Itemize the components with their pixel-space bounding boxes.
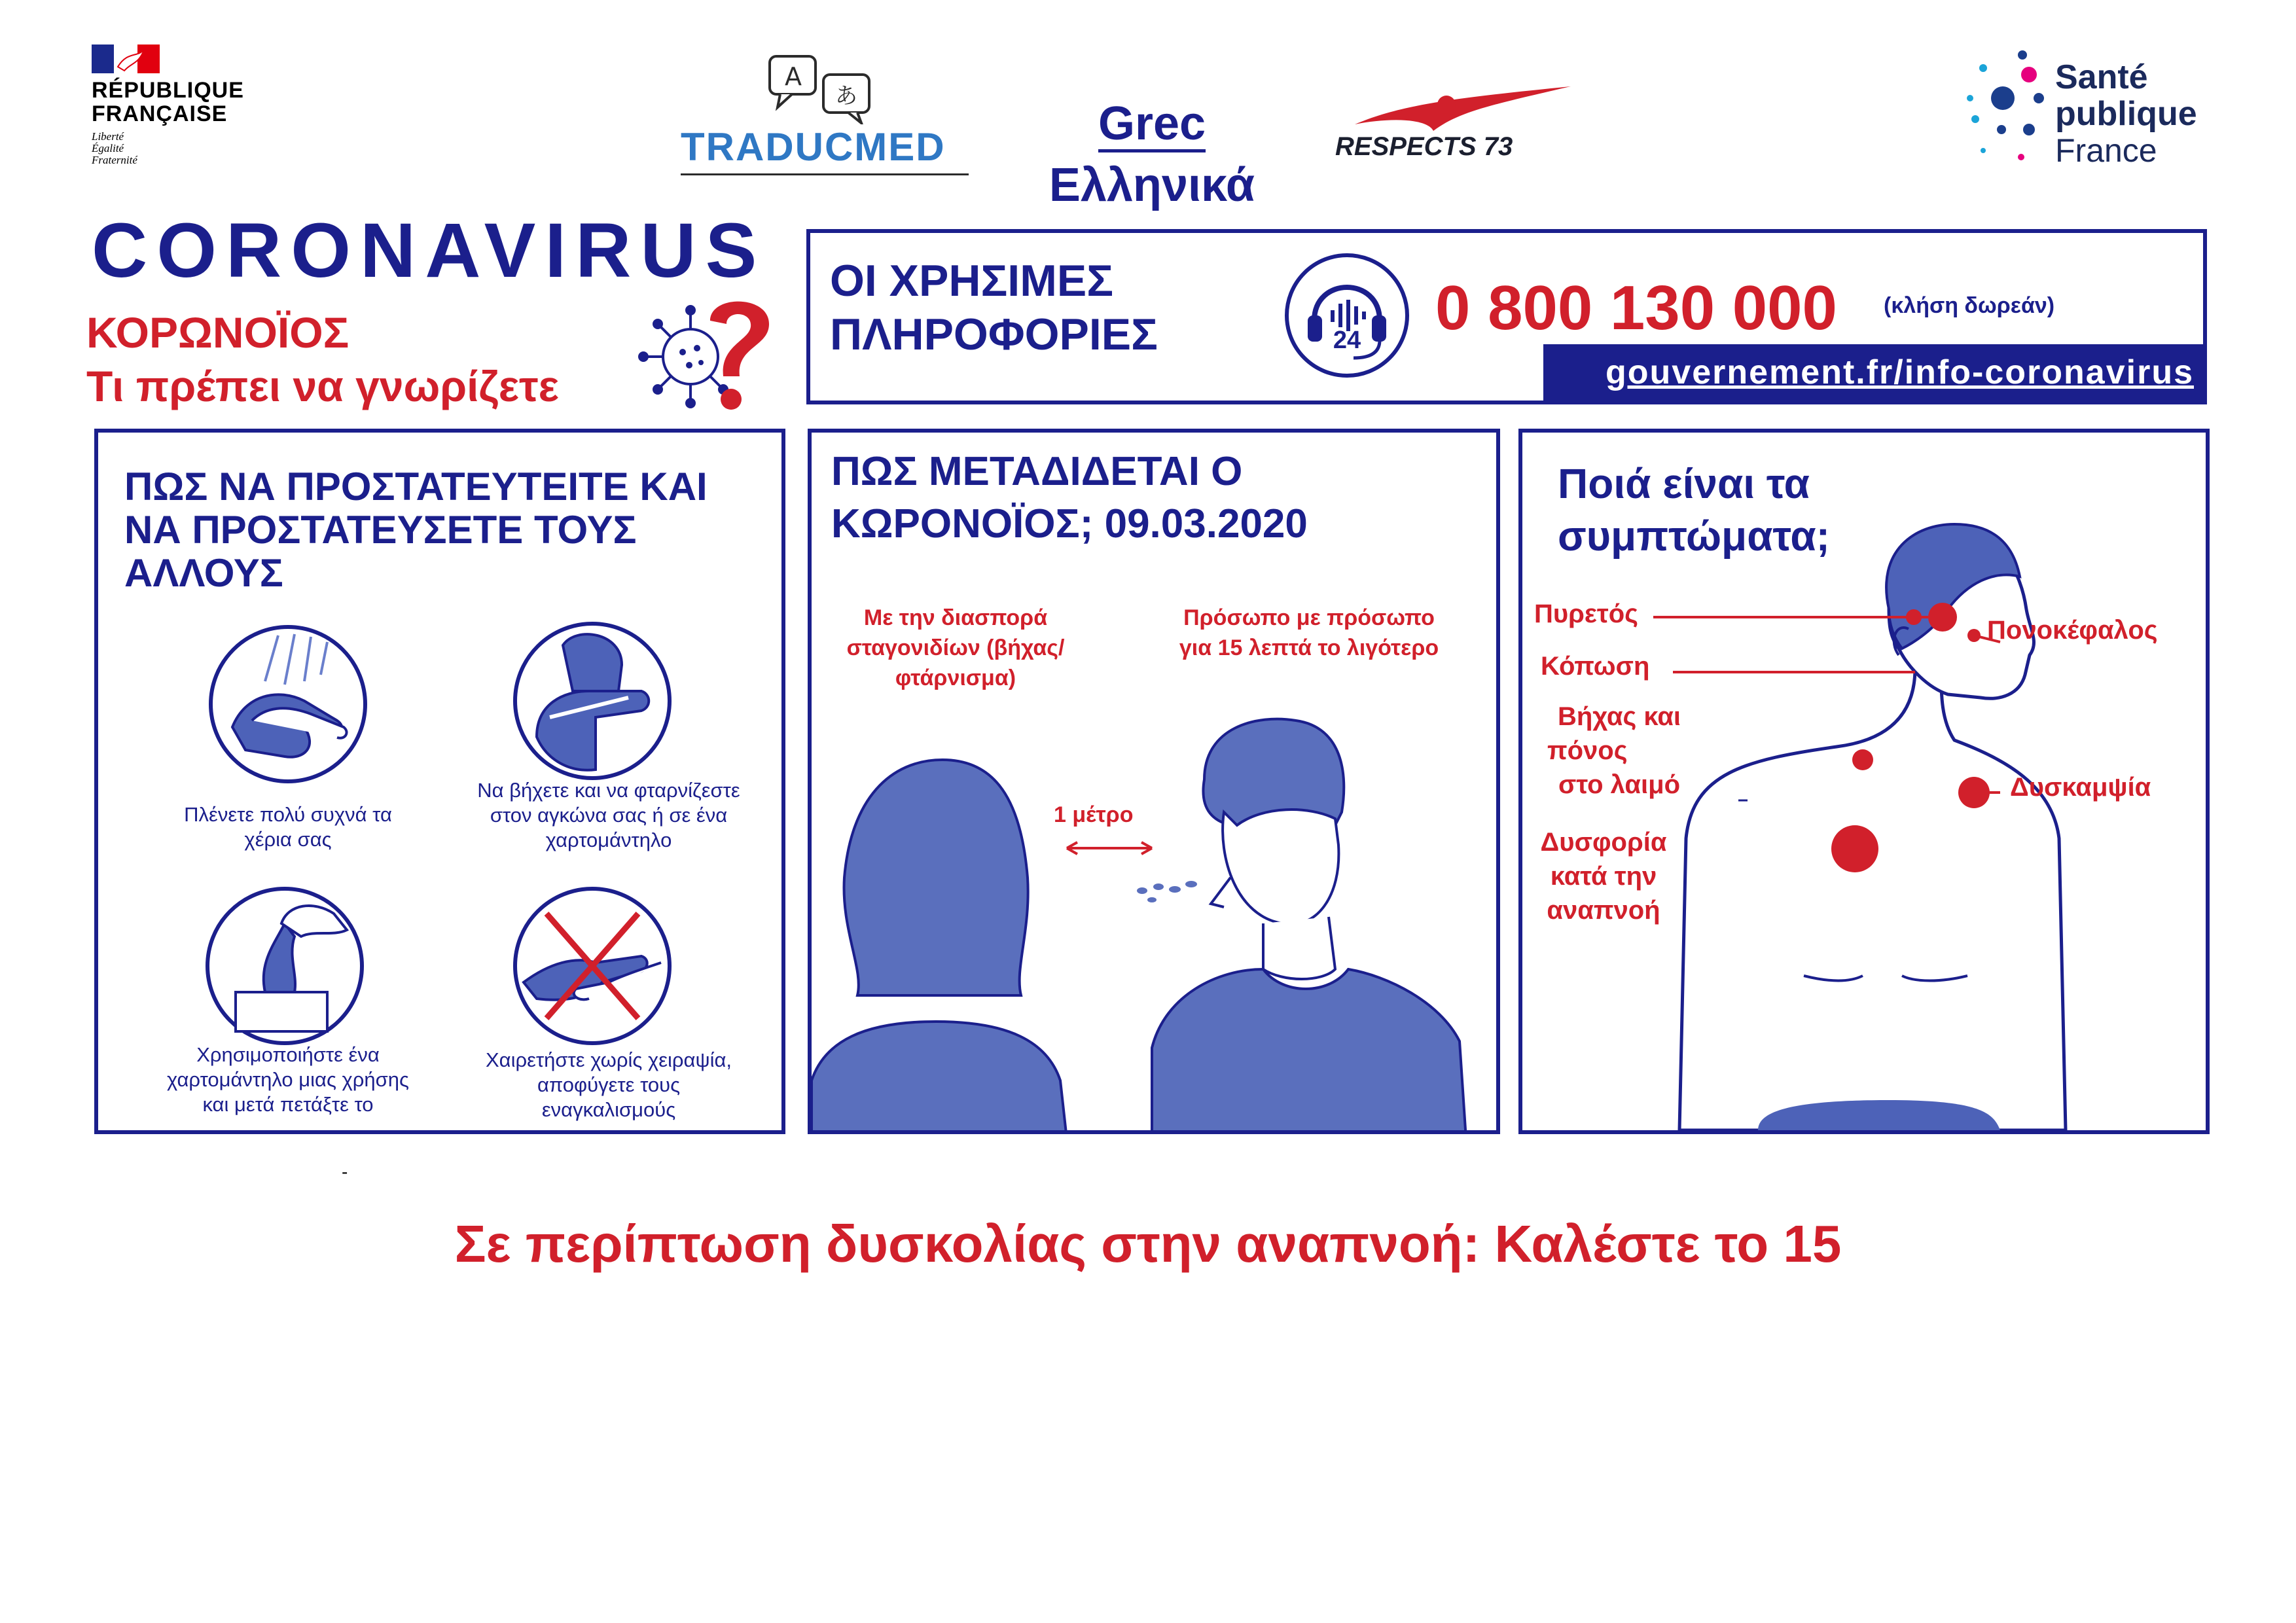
sante-line1: Santé <box>2055 58 2148 96</box>
badge-24: 24 <box>1333 327 1361 354</box>
distance-label: 1 μέτρο <box>1054 802 1134 827</box>
title-sub2: Τι πρέπει να γνωρίζετε <box>86 362 559 410</box>
protect-item4-line1: Χαιρετήστε χωρίς χειραψία, <box>485 1048 732 1071</box>
protect-box <box>94 429 785 1134</box>
transmission-box <box>808 429 1500 1134</box>
respects73-logo <box>1335 85 1597 164</box>
hand-washing-icon <box>206 622 370 786</box>
symptoms-title-line2: συμπτώματα; <box>1558 512 1830 560</box>
transmission-title-line1: ΠΩΣ ΜΕΤΑΔΙΔΕΤΑΙ Ο <box>831 449 1243 494</box>
language-block <box>1021 98 1283 218</box>
transmission-left-line1: Με την διασπορά <box>863 605 1048 630</box>
two-people-illustration <box>812 629 1496 1134</box>
symptoms-box <box>1518 429 2210 1134</box>
tissue-icon <box>203 884 367 1048</box>
transmission-left-line3: φτάρνισμα) <box>895 666 1016 690</box>
symptoms-title-line1: Ποιά είναι τα <box>1558 460 1810 507</box>
protect-item4-line3: εναγκαλισμούς <box>541 1098 676 1121</box>
emergency-message: Σε περίπτωση δυσκολίας στην αναπνοή: Καλέστε το 15 <box>454 1215 1842 1273</box>
transmission-left-line2: σταγονιδίων (βήχας/ <box>846 635 1065 660</box>
symptom-dyspnea-line1: Δυσφορία <box>1540 828 1667 857</box>
protect-item1-line1: Πλένετε πολύ συχνά τα <box>184 803 392 826</box>
transmission-right-line1: Πρόσωπο με πρόσωπο <box>1183 605 1435 630</box>
virus-question-icon <box>638 294 776 419</box>
protect-item2-line3: χαρτομάντηλο <box>545 829 672 851</box>
republique-line2: FRANÇAISE <box>92 101 228 126</box>
symptom-cough-line1: Βήχας και <box>1557 702 1681 731</box>
protect-title-line2: ΝΑ ΠΡΟΣΤΑΤΕΥΣΕΤΕ ΤΟΥΣ <box>124 508 637 552</box>
republique-line1: RÉPUBLIQUE <box>92 78 244 103</box>
sante-line2: publique <box>2055 95 2197 133</box>
protect-item1-line2: χέρια σας <box>244 828 332 851</box>
symptom-cough-line3: στο λαιμό <box>1558 770 1680 799</box>
hotline-24-icon <box>1282 250 1412 381</box>
translation-bubbles-icon <box>766 52 897 124</box>
protect-item3-line2: χαρτομάντηλο μιας χρήσης <box>167 1068 409 1091</box>
respects-figure-icon <box>1348 85 1584 137</box>
symptom-stiffness: Δυσκαμψία <box>2010 773 2151 802</box>
no-handshake-icon <box>511 884 674 1048</box>
protect-item2-line2: στον αγκώνα σας ή σε ένα <box>490 804 728 827</box>
symptom-dyspnea-line3: αναπνοή <box>1547 896 1660 925</box>
title-sub1: ΚΟΡΩΝΟΪΟΣ <box>86 308 350 357</box>
phone-number[interactable]: 0 800 130 000 <box>1435 273 1837 343</box>
traducmed-logo <box>681 52 969 183</box>
motto-egalite: Égalité <box>92 142 124 154</box>
info-label-line2: ΠΛΗΡΟΦΟΡΙΕΣ <box>830 310 1158 359</box>
protect-item3-line3: και μετά πετάξτε το <box>202 1093 374 1116</box>
info-label-line1: ΟΙ ΧΡΗΣΙΜΕΣ <box>830 256 1114 306</box>
bubble-a-text: A <box>785 62 802 91</box>
transmission-title-line2: ΚΩΡΟΝΟΪΟΣ; 09.03.2020 <box>831 501 1308 546</box>
traducmed-text: TRADUCMED <box>681 125 946 169</box>
french-flag-icon <box>92 45 160 73</box>
page-title: CORONAVIRUS <box>92 207 766 294</box>
symptom-fever: Πυρετός <box>1534 599 1638 628</box>
protect-item4-line2: αποφύγετε τους <box>537 1073 681 1096</box>
motto-liberte: Liberté <box>92 130 124 143</box>
protect-title-line1: ΠΩΣ ΝΑ ΠΡΟΣΤΑΤΕΥΤΕΙΤΕ ΚΑΙ <box>124 465 708 508</box>
protect-item3-line1: Χρησιμοποιήστε ένα <box>196 1043 380 1066</box>
transmission-right-line2: για 15 λεπτά το λιγότερο <box>1179 635 1439 660</box>
sante-publique-logo <box>1957 46 2232 190</box>
symptom-headache: Πονοκέφαλος <box>1987 616 2158 645</box>
symptom-fatigue: Κόπωση <box>1541 652 1650 681</box>
traducmed-underline <box>681 173 969 175</box>
sante-line3: France <box>2055 132 2157 169</box>
protect-item2-line1: Να βήχετε και να φταρνίζεστε <box>477 779 740 802</box>
motto-fraternite: Fraternité <box>92 154 137 166</box>
phone-note: (κλήση δωρεάν) <box>1884 293 2055 318</box>
protect-title-line3: ΑΛΛΟΥΣ <box>124 551 283 595</box>
symptom-cough-line2: πόνος <box>1547 736 1628 765</box>
language-fr: Grec <box>1098 98 1206 152</box>
language-native: Ελληνικά <box>1049 159 1255 211</box>
symptom-dyspnea-line2: κατά την <box>1550 862 1657 891</box>
sante-dots-icon <box>1957 46 2062 190</box>
info-url[interactable]: gouvernement.fr/info-coronavirus <box>1543 344 2207 401</box>
elbow-sneeze-icon <box>511 619 674 783</box>
footer-dash: - <box>342 1162 348 1182</box>
bubble-b-text: あ <box>835 83 857 109</box>
republique-francaise-logo <box>92 45 262 188</box>
info-box <box>806 229 2207 404</box>
respects-text: RESPECTS 73 <box>1335 132 1513 161</box>
